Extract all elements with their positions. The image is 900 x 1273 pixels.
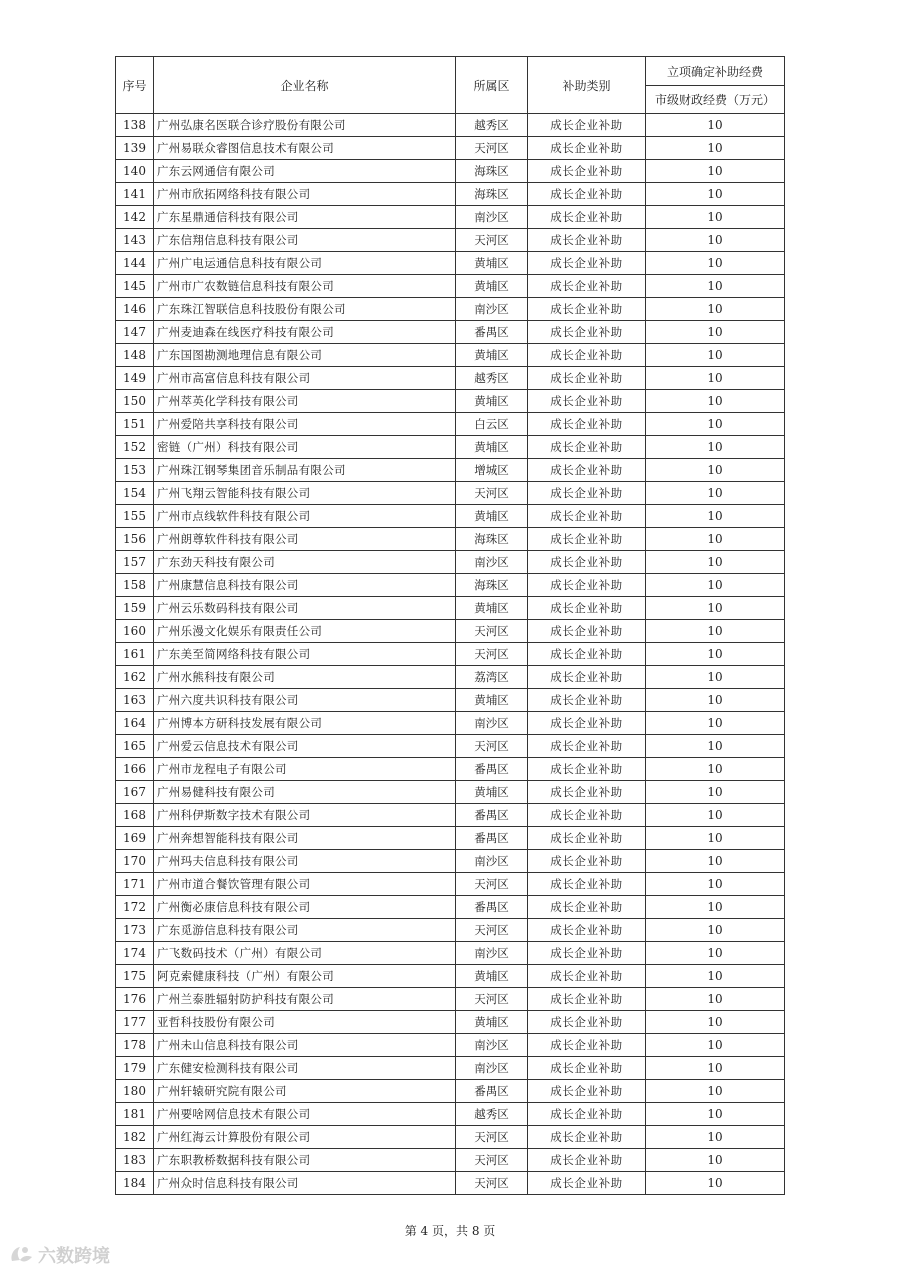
row-seq: 179 [116,1057,154,1080]
table-row [116,344,785,367]
row-seq: 141 [116,183,154,206]
row-category: 成长企业补助 [528,252,646,275]
row-district: 黄埔区 [456,252,528,275]
row-seq: 173 [116,919,154,942]
row-category: 成长企业补助 [528,1172,646,1195]
row-company-name: 广州弘康名医联合诊疗股份有限公司 [154,114,456,137]
row-amount: 10 [646,114,785,137]
row-district: 天河区 [456,620,528,643]
row-seq: 181 [116,1103,154,1126]
row-district: 番禺区 [456,804,528,827]
row-amount: 10 [646,459,785,482]
row-district: 黄埔区 [456,597,528,620]
row-seq: 178 [116,1034,154,1057]
row-company-name: 广州爱陪共享科技有限公司 [154,413,456,436]
table-row [116,827,785,850]
row-seq: 150 [116,390,154,413]
row-company-name: 阿克索健康科技（广州）有限公司 [154,965,456,988]
row-amount: 10 [646,758,785,781]
row-company-name: 广州兰泰胜辐射防护科技有限公司 [154,988,456,1011]
row-company-name: 广东珠江智联信息科技股份有限公司 [154,298,456,321]
row-seq: 161 [116,643,154,666]
row-seq: 144 [116,252,154,275]
row-district: 黄埔区 [456,689,528,712]
table-row [116,390,785,413]
row-amount: 10 [646,965,785,988]
table-row [116,942,785,965]
row-seq: 138 [116,114,154,137]
row-company-name: 广州要啥网信息技术有限公司 [154,1103,456,1126]
row-company-name: 密链（广州）科技有限公司 [154,436,456,459]
table-row [116,1149,785,1172]
row-district: 天河区 [456,643,528,666]
table-row [116,505,785,528]
row-category: 成长企业补助 [528,367,646,390]
row-category: 成长企业补助 [528,873,646,896]
row-category: 成长企业补助 [528,528,646,551]
row-district: 天河区 [456,137,528,160]
row-category: 成长企业补助 [528,827,646,850]
table-row [116,643,785,666]
row-district: 天河区 [456,873,528,896]
row-company-name: 广州珠江钢琴集团音乐制品有限公司 [154,459,456,482]
table-row [116,298,785,321]
row-seq: 177 [116,1011,154,1034]
row-amount: 10 [646,1149,785,1172]
row-amount: 10 [646,1080,785,1103]
row-company-name: 广东美至简网络科技有限公司 [154,643,456,666]
row-amount: 10 [646,528,785,551]
row-amount: 10 [646,1034,785,1057]
row-district: 南沙区 [456,850,528,873]
row-amount: 10 [646,597,785,620]
row-category: 成长企业补助 [528,781,646,804]
row-seq: 145 [116,275,154,298]
row-seq: 175 [116,965,154,988]
header-category: 补助类别 [528,57,646,114]
table-row [116,873,785,896]
row-company-name: 广州易健科技有限公司 [154,781,456,804]
row-company-name: 广州市龙程电子有限公司 [154,758,456,781]
row-seq: 159 [116,597,154,620]
row-amount: 10 [646,344,785,367]
funding-table [115,56,785,1195]
row-district: 越秀区 [456,367,528,390]
row-category: 成长企业补助 [528,275,646,298]
row-seq: 142 [116,206,154,229]
table-row [116,1011,785,1034]
table-row [116,551,785,574]
table-row [116,804,785,827]
row-amount: 10 [646,643,785,666]
header-seq: 序号 [116,57,154,114]
row-district: 天河区 [456,1126,528,1149]
row-amount: 10 [646,827,785,850]
row-company-name: 广州乐漫文化娱乐有限责任公司 [154,620,456,643]
row-category: 成长企业补助 [528,666,646,689]
row-district: 天河区 [456,229,528,252]
table-row [116,712,785,735]
table-row [116,321,785,344]
row-company-name: 广州轩辕研究院有限公司 [154,1080,456,1103]
row-category: 成长企业补助 [528,505,646,528]
row-amount: 10 [646,712,785,735]
row-district: 黄埔区 [456,390,528,413]
row-district: 番禺区 [456,758,528,781]
row-seq: 158 [116,574,154,597]
row-category: 成长企业补助 [528,459,646,482]
row-company-name: 广东云网通信有限公司 [154,160,456,183]
row-seq: 165 [116,735,154,758]
row-district: 南沙区 [456,298,528,321]
row-category: 成长企业补助 [528,1034,646,1057]
row-company-name: 广州云乐数码科技有限公司 [154,597,456,620]
row-company-name: 广州红海云计算股份有限公司 [154,1126,456,1149]
row-category: 成长企业补助 [528,735,646,758]
table-row [116,620,785,643]
row-district: 天河区 [456,919,528,942]
row-company-name: 广州市点线软件科技有限公司 [154,505,456,528]
table-row [116,689,785,712]
row-district: 天河区 [456,1149,528,1172]
row-amount: 10 [646,413,785,436]
row-category: 成长企业补助 [528,758,646,781]
row-district: 黄埔区 [456,505,528,528]
row-seq: 170 [116,850,154,873]
watermark [8,1242,110,1268]
row-district: 黄埔区 [456,781,528,804]
row-seq: 180 [116,1080,154,1103]
row-company-name: 广州未山信息科技有限公司 [154,1034,456,1057]
row-category: 成长企业补助 [528,436,646,459]
row-category: 成长企业补助 [528,942,646,965]
row-company-name: 广州水熊科技有限公司 [154,666,456,689]
row-district: 番禺区 [456,1080,528,1103]
row-seq: 152 [116,436,154,459]
row-category: 成长企业补助 [528,712,646,735]
table-row [116,1126,785,1149]
row-amount: 10 [646,873,785,896]
row-amount: 10 [646,1103,785,1126]
header-funding-sub: 市级财政经费（万元） [646,86,785,114]
row-seq: 148 [116,344,154,367]
row-seq: 147 [116,321,154,344]
row-category: 成长企业补助 [528,620,646,643]
row-district: 越秀区 [456,114,528,137]
row-category: 成长企业补助 [528,1011,646,1034]
row-company-name: 广东星鼎通信科技有限公司 [154,206,456,229]
row-seq: 139 [116,137,154,160]
row-amount: 10 [646,850,785,873]
row-district: 海珠区 [456,528,528,551]
row-company-name: 广州市道合餐饮管理有限公司 [154,873,456,896]
row-district: 增城区 [456,459,528,482]
row-amount: 10 [646,1172,785,1195]
row-category: 成长企业补助 [528,551,646,574]
row-amount: 10 [646,919,785,942]
row-amount: 10 [646,206,785,229]
row-district: 黄埔区 [456,275,528,298]
table-row [116,1034,785,1057]
table-body [116,114,785,1195]
row-company-name: 广州麦迪森在线医疗科技有限公司 [154,321,456,344]
table-row [116,229,785,252]
row-district: 海珠区 [456,183,528,206]
table-row [116,528,785,551]
row-company-name: 广东信翔信息科技有限公司 [154,229,456,252]
watermark-text: 六数跨境 [38,1246,110,1267]
row-category: 成长企业补助 [528,344,646,367]
row-category: 成长企业补助 [528,321,646,344]
table-row [116,482,785,505]
row-district: 南沙区 [456,206,528,229]
row-amount: 10 [646,1011,785,1034]
row-district: 番禺区 [456,321,528,344]
row-amount: 10 [646,252,785,275]
page-footer: 第 4 页，共 8 页 [404,1224,496,1238]
table-row [116,965,785,988]
row-amount: 10 [646,298,785,321]
row-district: 天河区 [456,482,528,505]
row-category: 成长企业补助 [528,137,646,160]
table-row [116,896,785,919]
row-district: 黄埔区 [456,965,528,988]
row-district: 南沙区 [456,551,528,574]
row-seq: 162 [116,666,154,689]
row-amount: 10 [646,436,785,459]
row-category: 成长企业补助 [528,160,646,183]
row-seq: 154 [116,482,154,505]
row-seq: 149 [116,367,154,390]
row-company-name: 广州易联众睿图信息技术有限公司 [154,137,456,160]
row-seq: 143 [116,229,154,252]
row-category: 成长企业补助 [528,597,646,620]
table-row [116,459,785,482]
row-category: 成长企业补助 [528,1103,646,1126]
table-row [116,988,785,1011]
row-company-name: 广州飞翔云智能科技有限公司 [154,482,456,505]
table-row [116,275,785,298]
row-seq: 164 [116,712,154,735]
row-seq: 184 [116,1172,154,1195]
row-district: 番禺区 [456,827,528,850]
table-row [116,367,785,390]
row-amount: 10 [646,735,785,758]
row-seq: 146 [116,298,154,321]
row-company-name: 广州玛夫信息科技有限公司 [154,850,456,873]
table-row [116,206,785,229]
table-row [116,160,785,183]
row-amount: 10 [646,942,785,965]
table-row [116,1057,785,1080]
table-row [116,919,785,942]
row-amount: 10 [646,988,785,1011]
row-company-name: 广州市高富信息科技有限公司 [154,367,456,390]
row-seq: 183 [116,1149,154,1172]
table-row [116,413,785,436]
row-category: 成长企业补助 [528,1149,646,1172]
row-category: 成长企业补助 [528,229,646,252]
row-district: 番禺区 [456,896,528,919]
row-company-name: 广东觅游信息科技有限公司 [154,919,456,942]
header-district: 所属区 [456,57,528,114]
row-company-name: 广州市欣拓网络科技有限公司 [154,183,456,206]
row-category: 成长企业补助 [528,689,646,712]
table-row [116,574,785,597]
row-seq: 172 [116,896,154,919]
row-district: 南沙区 [456,1034,528,1057]
table-row [116,1103,785,1126]
table-row [116,114,785,137]
row-seq: 157 [116,551,154,574]
row-seq: 169 [116,827,154,850]
row-district: 黄埔区 [456,436,528,459]
row-district: 黄埔区 [456,344,528,367]
row-company-name: 广州众时信息科技有限公司 [154,1172,456,1195]
table-row [116,1080,785,1103]
row-company-name: 广州博本方研科技发展有限公司 [154,712,456,735]
table-row [116,137,785,160]
table-row [116,758,785,781]
row-category: 成长企业补助 [528,896,646,919]
row-company-name: 广州康慧信息科技有限公司 [154,574,456,597]
row-district: 南沙区 [456,1057,528,1080]
row-district: 天河区 [456,988,528,1011]
row-company-name: 广飞数码技术（广州）有限公司 [154,942,456,965]
row-district: 南沙区 [456,712,528,735]
row-seq: 176 [116,988,154,1011]
row-district: 黄埔区 [456,1011,528,1034]
row-district: 荔湾区 [456,666,528,689]
table-row [116,252,785,275]
row-amount: 10 [646,1057,785,1080]
row-amount: 10 [646,1126,785,1149]
row-amount: 10 [646,160,785,183]
brand-logo-icon [8,1243,34,1267]
table-row [116,183,785,206]
row-district: 海珠区 [456,160,528,183]
table-header-row [116,57,785,86]
header-company: 企业名称 [154,57,456,114]
row-category: 成长企业补助 [528,919,646,942]
row-seq: 171 [116,873,154,896]
row-category: 成长企业补助 [528,413,646,436]
row-district: 南沙区 [456,942,528,965]
row-category: 成长企业补助 [528,183,646,206]
row-seq: 168 [116,804,154,827]
row-company-name: 广州爱云信息技术有限公司 [154,735,456,758]
row-district: 天河区 [456,1172,528,1195]
table-row [116,735,785,758]
table-row [116,666,785,689]
row-amount: 10 [646,482,785,505]
row-amount: 10 [646,321,785,344]
row-amount: 10 [646,620,785,643]
row-company-name: 广东职教桥数据科技有限公司 [154,1149,456,1172]
row-seq: 163 [116,689,154,712]
row-amount: 10 [646,137,785,160]
row-company-name: 广东劲天科技有限公司 [154,551,456,574]
row-amount: 10 [646,367,785,390]
row-seq: 155 [116,505,154,528]
row-company-name: 广州萃英化学科技有限公司 [154,390,456,413]
row-company-name: 广东国图勘测地理信息有限公司 [154,344,456,367]
row-company-name: 广州广电运通信息科技有限公司 [154,252,456,275]
row-amount: 10 [646,183,785,206]
row-district: 天河区 [456,735,528,758]
row-amount: 10 [646,689,785,712]
row-district: 白云区 [456,413,528,436]
table-row [116,436,785,459]
row-amount: 10 [646,896,785,919]
row-company-name: 广州六度共识科技有限公司 [154,689,456,712]
row-amount: 10 [646,574,785,597]
row-amount: 10 [646,666,785,689]
row-company-name: 广州朗尊软件科技有限公司 [154,528,456,551]
row-seq: 160 [116,620,154,643]
row-seq: 156 [116,528,154,551]
row-seq: 174 [116,942,154,965]
row-company-name: 广州科伊斯数字技术有限公司 [154,804,456,827]
row-category: 成长企业补助 [528,114,646,137]
row-seq: 140 [116,160,154,183]
row-category: 成长企业补助 [528,850,646,873]
row-category: 成长企业补助 [528,965,646,988]
row-category: 成长企业补助 [528,1057,646,1080]
row-company-name: 广州衡必康信息科技有限公司 [154,896,456,919]
row-category: 成长企业补助 [528,1080,646,1103]
row-amount: 10 [646,229,785,252]
row-amount: 10 [646,804,785,827]
row-seq: 151 [116,413,154,436]
row-amount: 10 [646,505,785,528]
table-row [116,597,785,620]
row-seq: 167 [116,781,154,804]
header-funding-group: 立项确定补助经费 [646,57,785,86]
row-category: 成长企业补助 [528,988,646,1011]
row-category: 成长企业补助 [528,482,646,505]
row-category: 成长企业补助 [528,206,646,229]
row-category: 成长企业补助 [528,1126,646,1149]
row-company-name: 亚哲科技股份有限公司 [154,1011,456,1034]
row-category: 成长企业补助 [528,298,646,321]
table-row [116,781,785,804]
row-company-name: 广东健安检测科技有限公司 [154,1057,456,1080]
row-amount: 10 [646,551,785,574]
row-category: 成长企业补助 [528,643,646,666]
row-category: 成长企业补助 [528,390,646,413]
row-district: 越秀区 [456,1103,528,1126]
row-company-name: 广州市广农数链信息科技有限公司 [154,275,456,298]
row-district: 海珠区 [456,574,528,597]
row-amount: 10 [646,275,785,298]
table-row [116,850,785,873]
table-row [116,1172,785,1195]
row-seq: 166 [116,758,154,781]
row-seq: 182 [116,1126,154,1149]
row-category: 成长企业补助 [528,574,646,597]
row-amount: 10 [646,390,785,413]
row-category: 成长企业补助 [528,804,646,827]
row-company-name: 广州奔想智能科技有限公司 [154,827,456,850]
row-amount: 10 [646,781,785,804]
row-seq: 153 [116,459,154,482]
